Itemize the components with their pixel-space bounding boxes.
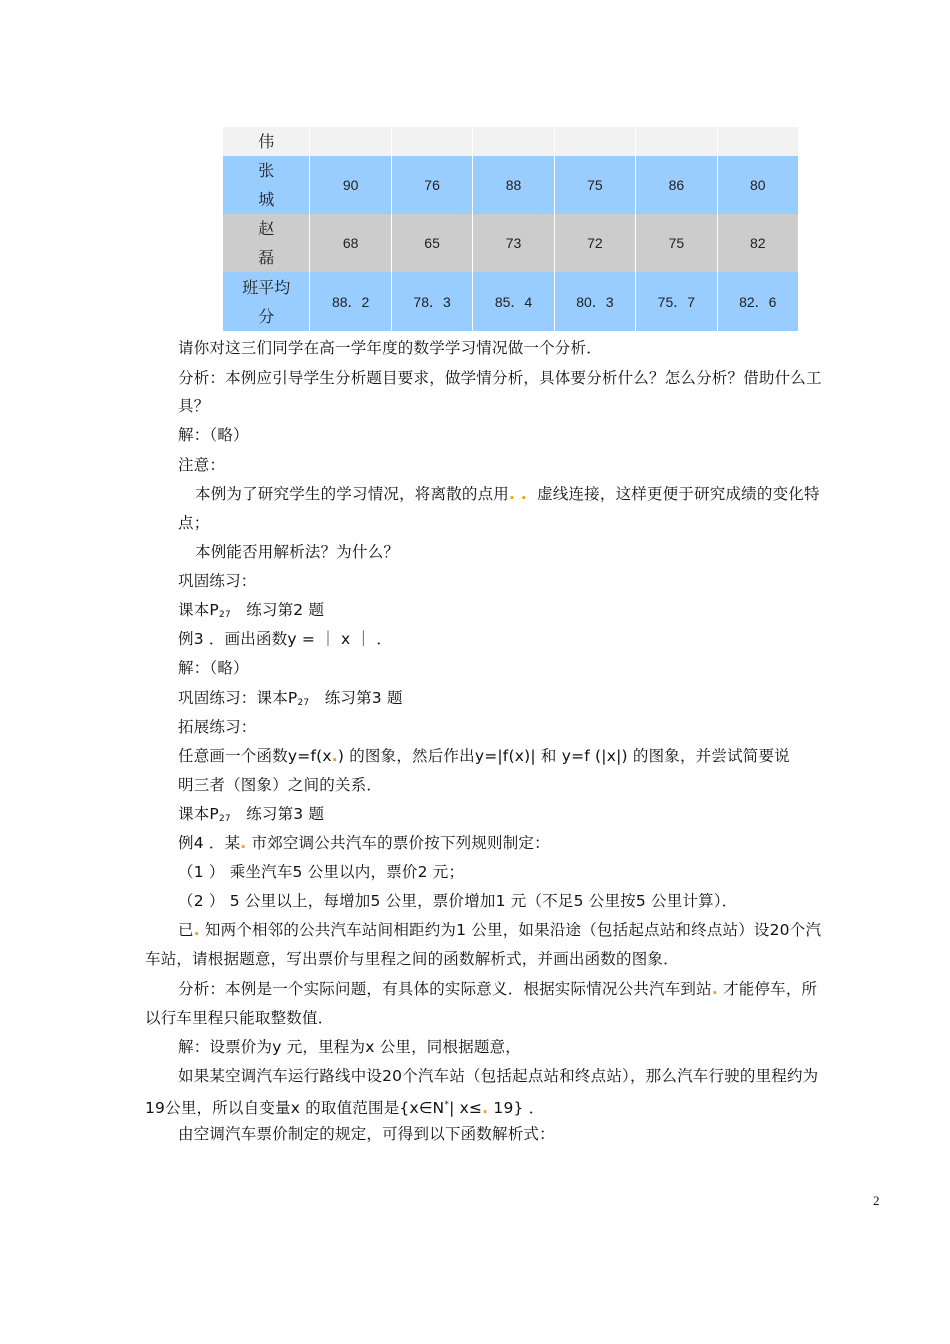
- text-segment: 已: [178, 921, 194, 939]
- text-segment: ) 的图象，然后作出y=|f(x)| 和 y=f (|x|) 的图象，并尝试简要说: [337, 747, 790, 765]
- score-cell: 76: [391, 156, 472, 214]
- text-segment: 19} ．: [488, 1099, 545, 1117]
- score-cell: 80．3: [554, 272, 635, 331]
- text-segment: 例4 ．某: [178, 834, 241, 852]
- text-line: 具？: [178, 397, 210, 415]
- emphasis-dot: .: [482, 1099, 489, 1117]
- score-cell: 88．2: [310, 272, 391, 331]
- text-line: [178, 920, 821, 940]
- text-segment: 知两个相邻的公共汽车站间相距约为1 公里，如果沿途（包括起点站和终点站）设20个汽: [199, 921, 822, 939]
- emphasis-dot: .: [331, 747, 338, 765]
- text-line: 巩固练习：: [178, 572, 257, 590]
- text-segment: 虚线连接，这样更便于研究成绩的变化特: [537, 485, 820, 503]
- student-name-text: 分: [258, 306, 275, 326]
- text-segment: 19公里，所以自变量x 的取值范围是{x∈N: [145, 1099, 445, 1117]
- score-cell: 73: [473, 214, 554, 272]
- subscript: 27: [218, 610, 231, 620]
- text-line: 解：设票价为y 元，里程为x 公里，同根据题意，: [178, 1038, 522, 1056]
- text-line: 车站，请根据题意，写出票价与里程之间的函数解析式，并画出函数的图象．: [145, 950, 679, 968]
- table-row: [223, 156, 798, 214]
- score-cell: [310, 127, 391, 156]
- text-line: 明三者（图象）之间的关系．: [178, 776, 383, 794]
- text-segment: 练习第2 题: [246, 601, 325, 619]
- text-line: [178, 804, 324, 829]
- text-line: [178, 746, 790, 766]
- student-name-text: 张: [258, 161, 275, 180]
- score-cell: 90: [310, 156, 391, 214]
- text-segment: 本例为了研究学生的学习情况，将离散的点用: [195, 485, 510, 503]
- text-segment: 课本P: [178, 601, 219, 619]
- text-segment: 巩固练习：课本P: [178, 689, 298, 707]
- score-cell: 86: [636, 156, 717, 214]
- score-cell: 82: [717, 214, 798, 272]
- text-line: 拓展练习：: [178, 718, 257, 736]
- text-line: 注意：: [178, 456, 226, 474]
- score-cell: 75．7: [636, 272, 717, 331]
- text-line: [178, 688, 403, 713]
- score-cell: 68: [310, 214, 391, 272]
- text-line: 由空调汽车票价制定的规定，可得到以下函数解析式：: [178, 1125, 555, 1143]
- table-row: [223, 272, 798, 331]
- score-table-body: [223, 127, 798, 331]
- text-segment: 任意画一个函数y=f(x: [178, 747, 332, 765]
- emphasis-dot: . .: [509, 485, 527, 503]
- text-segment: 练习第3 题: [246, 805, 325, 823]
- text-segment: | x≤: [449, 1099, 483, 1117]
- score-cell: 80: [717, 156, 798, 214]
- text-line: 点；: [178, 514, 210, 532]
- student-name-text: 伟: [258, 132, 275, 151]
- text-line: [145, 1095, 544, 1118]
- score-cell: 82．6: [717, 272, 798, 331]
- student-name-text: 赵: [258, 219, 275, 238]
- superscript: *: [444, 1100, 450, 1110]
- score-cell: 75: [636, 214, 717, 272]
- student-name-text: 班平均: [242, 277, 291, 297]
- text-segment: 才能停车，所: [717, 980, 818, 998]
- text-line: 本例能否用解析法？为什么？: [195, 543, 400, 561]
- text-line: [178, 979, 817, 999]
- subscript: 27: [218, 814, 231, 824]
- student-name-cell: [223, 156, 310, 214]
- page-number: 2: [873, 1193, 880, 1208]
- subscript: 27: [297, 698, 310, 708]
- table-row: [223, 127, 798, 156]
- text-line: [195, 484, 820, 504]
- score-cell: [554, 127, 635, 156]
- text-segment: 分析：本例是一个实际问题，有具体的实际意义．根据实际情况公共汽车到站: [178, 980, 712, 998]
- table-row: [223, 214, 798, 272]
- text-line: 解：（略）: [178, 659, 249, 677]
- text-line: 请你对这三们同学在高一学年度的数学学习情况做一个分析．: [178, 339, 602, 357]
- emphasis-dot: .: [240, 834, 247, 852]
- score-cell: 65: [391, 214, 472, 272]
- text-line: （2 ） 5 公里以上，每增加5 公里，票价增加1 元（不足5 公里按5 公里计算）．: [178, 892, 738, 910]
- text-line: [178, 600, 324, 625]
- text-segment: 练习第3 题: [324, 689, 403, 707]
- score-cell: [636, 127, 717, 156]
- score-cell: [391, 127, 472, 156]
- text-segment: 市郊空调公共汽车的票价按下列规则制定：: [246, 834, 550, 852]
- text-line: 例3 ．画出函数y = ｜ x ｜ ．: [178, 630, 393, 648]
- student-name-cell: [223, 127, 310, 156]
- score-table: [223, 127, 798, 331]
- student-name-text: 磊: [258, 248, 275, 267]
- student-name-cell: [223, 214, 310, 272]
- emphasis-dot: .: [193, 921, 200, 939]
- text-line: 以行车里程只能取整数值．: [145, 1009, 334, 1027]
- student-name-text: 城: [258, 190, 275, 209]
- score-cell: [473, 127, 554, 156]
- emphasis-dot: .: [711, 980, 718, 998]
- score-cell: 75: [554, 156, 635, 214]
- text-segment: 课本P: [178, 805, 219, 823]
- text-line: （1 ） 乘坐汽车5 公里以内，票价2 元；: [178, 863, 465, 881]
- score-cell: 78．3: [391, 272, 472, 331]
- student-name-cell: [223, 272, 310, 331]
- score-cell: 85．4: [473, 272, 554, 331]
- text-line: [178, 833, 550, 853]
- score-cell: [717, 127, 798, 156]
- score-cell: 88: [473, 156, 554, 214]
- text-line: 解：（略）: [178, 426, 249, 444]
- text-line: 分析：本例应引导学生分析题目要求，做学情分析，具体要分析什么？怎么分析？借助什么工: [178, 369, 822, 387]
- score-cell: 72: [554, 214, 635, 272]
- text-line: 如果某空调汽车运行路线中设20个汽车站（包括起点站和终点站），那么汽车行驶的里程约为: [178, 1067, 819, 1085]
